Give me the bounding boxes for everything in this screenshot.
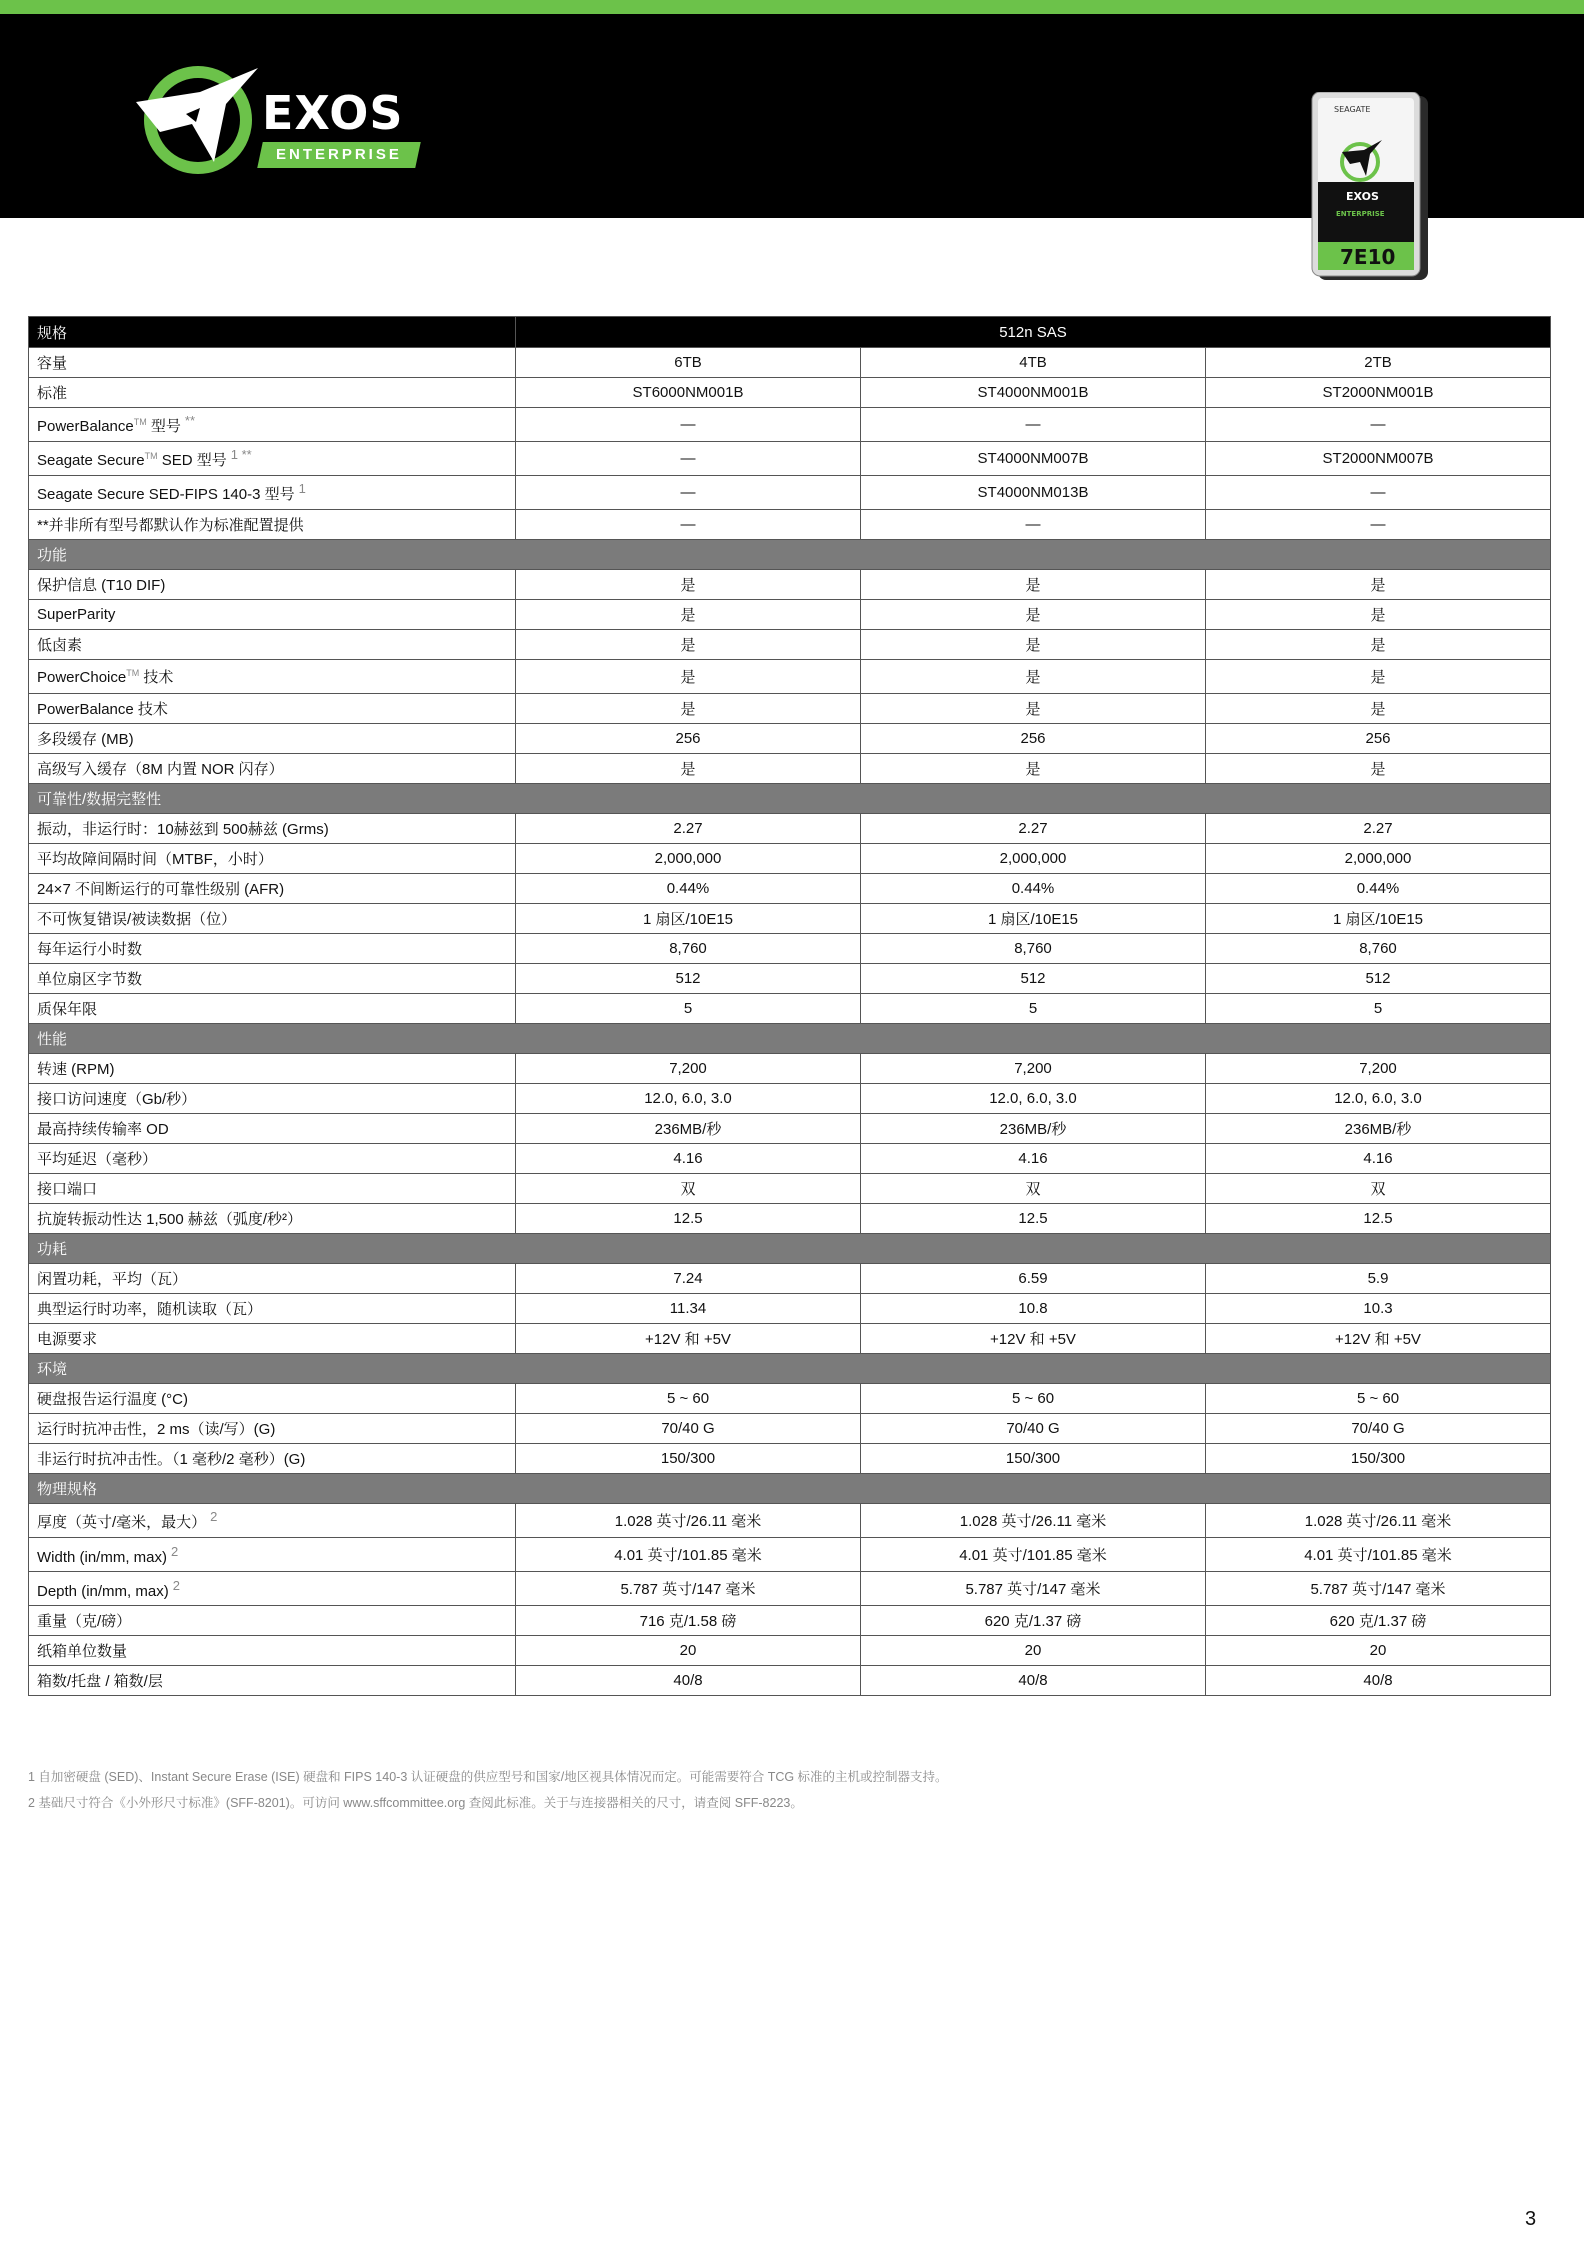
table-row xyxy=(29,1572,1551,1606)
row-label xyxy=(29,1084,516,1114)
table-row xyxy=(29,1114,1551,1144)
table-cell: 是 xyxy=(516,694,861,724)
top-accent-strip xyxy=(0,0,1584,14)
table-cell: 5.787 英寸/147 毫米 xyxy=(861,1572,1206,1606)
row-label-text: 电源要求 xyxy=(37,1331,98,1348)
row-label xyxy=(29,694,516,724)
table-cell: 256 xyxy=(861,724,1206,754)
row-label xyxy=(29,660,516,694)
drive-maker-text: SEAGATE xyxy=(1334,105,1371,114)
table-cell: 2.27 xyxy=(1206,814,1551,844)
table-cell: 0.44% xyxy=(861,874,1206,904)
table-cell: 2,000,000 xyxy=(516,844,861,874)
footnote-mark: 2 xyxy=(210,1509,218,1524)
table-cell: 10.3 xyxy=(1206,1294,1551,1324)
table-cell: 236MB/秒 xyxy=(1206,1114,1551,1144)
table-row xyxy=(29,510,1551,540)
footnote-2: 2 基础尺寸符合《小外形尺寸标准》(SFF-8201)。可访问 www.sffcommittee.org 查阅此标准。关于与连接器相关的尺寸，请查阅 SFF-8223。 xyxy=(28,1796,803,1810)
table-row xyxy=(29,1384,1551,1414)
row-label xyxy=(29,1538,516,1572)
table-cell: 12.5 xyxy=(861,1204,1206,1234)
table-cell: 12.0, 6.0, 3.0 xyxy=(1206,1084,1551,1114)
table-row xyxy=(29,1054,1551,1084)
table-cell: 2,000,000 xyxy=(861,844,1206,874)
table-row xyxy=(29,1538,1551,1572)
row-label xyxy=(29,754,516,784)
drive-tag-text: ENTERPRISE xyxy=(1336,210,1385,218)
table-cell: 1 扇区/10E15 xyxy=(861,904,1206,934)
table-cell: — xyxy=(516,476,861,510)
table-cell: 是 xyxy=(861,660,1206,694)
row-label-text: 重量（克/磅） xyxy=(37,1613,132,1630)
table-row xyxy=(29,1264,1551,1294)
row-label xyxy=(29,570,516,600)
row-label xyxy=(29,934,516,964)
footnote-mark: ** xyxy=(184,413,196,428)
table-row xyxy=(29,1606,1551,1636)
table-cell: 6.59 xyxy=(861,1264,1206,1294)
table-cell: 是 xyxy=(861,630,1206,660)
row-label-text: 质保年限 xyxy=(37,1001,98,1018)
row-label xyxy=(29,378,516,408)
row-label xyxy=(29,1174,516,1204)
row-label-text: Seagate Secure SED-FIPS 140-3 型号 xyxy=(37,486,295,503)
section-header-row xyxy=(29,1354,1551,1384)
row-label xyxy=(29,630,516,660)
logo-badge-text: ENTERPRISE xyxy=(276,146,402,163)
section-header-row xyxy=(29,1234,1551,1264)
section-header-row xyxy=(29,540,1551,570)
table-row xyxy=(29,630,1551,660)
section-header-row xyxy=(29,1024,1551,1054)
table-cell: — xyxy=(516,510,861,540)
table-cell: ST4000NM013B xyxy=(861,476,1206,510)
table-header-row xyxy=(29,317,1551,348)
row-label-text: 运行时抗冲击性，2 ms（读/写）(G) xyxy=(37,1421,276,1438)
footnote-mark: 2 xyxy=(172,1577,180,1593)
table-cell: ST4000NM007B xyxy=(861,442,1206,476)
row-label-text: 标准 xyxy=(37,385,68,402)
row-label-text: 低卤素 xyxy=(37,637,83,654)
table-cell: 256 xyxy=(1206,724,1551,754)
table-cell: 150/300 xyxy=(1206,1444,1551,1474)
table-cell: 512 xyxy=(516,964,861,994)
capacity-label: 容量 xyxy=(29,348,516,378)
table-cell: 0.44% xyxy=(1206,874,1551,904)
capacity-cell: 4TB xyxy=(861,348,1206,378)
table-row xyxy=(29,814,1551,844)
row-label-text: 厚度（英寸/毫米，最大） xyxy=(37,1514,207,1531)
table-row xyxy=(29,754,1551,784)
table-cell: 70/40 G xyxy=(1206,1414,1551,1444)
table-row xyxy=(29,844,1551,874)
table-cell: — xyxy=(861,408,1206,442)
table-row xyxy=(29,660,1551,694)
table-cell: 是 xyxy=(861,694,1206,724)
table-cell: — xyxy=(1206,408,1551,442)
table-cell: ST6000NM001B xyxy=(516,378,861,408)
table-cell: 1.028 英寸/26.11 毫米 xyxy=(1206,1504,1551,1538)
table-row xyxy=(29,570,1551,600)
table-cell: 双 xyxy=(516,1174,861,1204)
table-row xyxy=(29,694,1551,724)
logo-wordmark: EXOS xyxy=(262,86,404,140)
table-cell: 8,760 xyxy=(516,934,861,964)
row-label-suffix: 型号 xyxy=(146,418,181,435)
table-cell: 5.787 英寸/147 毫米 xyxy=(1206,1572,1551,1606)
table-cell: ST4000NM001B xyxy=(861,378,1206,408)
table-cell: 236MB/秒 xyxy=(516,1114,861,1144)
table-cell: 4.01 英寸/101.85 毫米 xyxy=(1206,1538,1551,1572)
drive-brand-text: EXOS xyxy=(1346,190,1379,203)
table-cell: 70/40 G xyxy=(861,1414,1206,1444)
table-cell: 是 xyxy=(516,630,861,660)
table-cell: 5 xyxy=(1206,994,1551,1024)
row-label xyxy=(29,1204,516,1234)
exos-emblem-icon xyxy=(130,62,260,182)
table-cell: 是 xyxy=(861,570,1206,600)
row-label-text: 平均故障间隔时间（MTBF，小时） xyxy=(37,851,273,868)
table-cell: 512 xyxy=(1206,964,1551,994)
row-label xyxy=(29,1414,516,1444)
table-header-label: 规格 xyxy=(29,317,516,348)
table-row xyxy=(29,600,1551,630)
row-label-text: 平均延迟（毫秒） xyxy=(37,1151,158,1168)
row-label xyxy=(29,814,516,844)
row-label-suffix: 技术 xyxy=(139,669,174,686)
table-row xyxy=(29,904,1551,934)
row-label xyxy=(29,1572,516,1606)
table-row xyxy=(29,1084,1551,1114)
row-label-text: 箱数/托盘 / 箱数/层 xyxy=(37,1673,163,1690)
section-title: 可靠性/数据完整性 xyxy=(29,784,1551,814)
row-label-text: 接口端口 xyxy=(37,1181,98,1198)
row-label xyxy=(29,904,516,934)
trademark-sup: TM xyxy=(133,417,147,427)
table-cell: 5 ~ 60 xyxy=(1206,1384,1551,1414)
table-cell: 是 xyxy=(861,754,1206,784)
row-label-text: SuperParity xyxy=(37,606,116,623)
row-label xyxy=(29,1666,516,1696)
table-row xyxy=(29,476,1551,510)
table-cell: 4.16 xyxy=(516,1144,861,1174)
table-cell: 12.5 xyxy=(516,1204,861,1234)
capacity-cell: 2TB xyxy=(1206,348,1551,378)
footnote-1: 1 自加密硬盘 (SED)、Instant Secure Erase (ISE) 硬盘和 FIPS 140-3 认证硬盘的供应型号和国家/地区视具体情况而定。可能需要符合 TCG 标准的主机或控制器支持。 xyxy=(28,1770,948,1784)
table-row xyxy=(29,724,1551,754)
table-cell: 是 xyxy=(1206,694,1551,724)
page-number: 3 xyxy=(1525,2208,1537,2230)
row-label-text: Width (in/mm, max) xyxy=(37,1548,168,1566)
table-cell: 5 ~ 60 xyxy=(861,1384,1206,1414)
table-row xyxy=(29,1414,1551,1444)
section-title: 环境 xyxy=(29,1354,1551,1384)
table-row xyxy=(29,934,1551,964)
section-title: 功耗 xyxy=(29,1234,1551,1264)
footnote-mark: 2 xyxy=(171,1543,179,1559)
table-row xyxy=(29,1504,1551,1538)
table-cell: 是 xyxy=(516,570,861,600)
table-cell: 20 xyxy=(516,1636,861,1666)
table-cell: 40/8 xyxy=(516,1666,861,1696)
table-cell: 是 xyxy=(516,754,861,784)
table-cell: 1.028 英寸/26.11 毫米 xyxy=(516,1504,861,1538)
table-row xyxy=(29,442,1551,476)
row-label-suffix: SED 型号 xyxy=(157,452,227,469)
row-label xyxy=(29,1144,516,1174)
section-title: 物理规格 xyxy=(29,1474,1551,1504)
table-cell: 是 xyxy=(1206,754,1551,784)
row-label xyxy=(29,1324,516,1354)
table-cell: 4.16 xyxy=(861,1144,1206,1174)
row-label-text: Seagate Secure xyxy=(37,452,145,469)
spec-table xyxy=(28,316,1551,1696)
row-label xyxy=(29,408,516,442)
table-cell: 5.9 xyxy=(1206,1264,1551,1294)
row-label-text: 接口访问速度（Gb/秒） xyxy=(37,1091,197,1108)
row-label-text: 非运行时抗冲击性。（1 毫秒/2 毫秒）(G) xyxy=(37,1451,306,1468)
table-cell: 620 克/1.37 磅 xyxy=(861,1606,1206,1636)
table-cell: 12.0, 6.0, 3.0 xyxy=(861,1084,1206,1114)
row-label-text: 多段缓存 (MB) xyxy=(37,731,134,748)
row-label xyxy=(29,1444,516,1474)
table-row xyxy=(29,874,1551,904)
table-cell: 1 扇区/10E15 xyxy=(1206,904,1551,934)
row-label-text: **并非所有型号都默认作为标准配置提供 xyxy=(37,517,304,534)
table-cell: 是 xyxy=(1206,630,1551,660)
table-cell: 0.44% xyxy=(516,874,861,904)
table-cell: 5.787 英寸/147 毫米 xyxy=(516,1572,861,1606)
table-cell: +12V 和 +5V xyxy=(861,1324,1206,1354)
table-cell: 150/300 xyxy=(516,1444,861,1474)
row-label xyxy=(29,844,516,874)
footnote-mark: 1 xyxy=(298,481,306,496)
table-cell: 8,760 xyxy=(1206,934,1551,964)
row-label-text: 保护信息 (T10 DIF) xyxy=(37,577,166,594)
table-cell: 512 xyxy=(861,964,1206,994)
table-cell: 2.27 xyxy=(861,814,1206,844)
table-row xyxy=(29,378,1551,408)
table-cell: 1.028 英寸/26.11 毫米 xyxy=(861,1504,1206,1538)
row-label xyxy=(29,476,516,510)
table-row xyxy=(29,1444,1551,1474)
table-cell: 5 xyxy=(516,994,861,1024)
table-cell: 716 克/1.58 磅 xyxy=(516,1606,861,1636)
table-cell: 12.0, 6.0, 3.0 xyxy=(516,1084,861,1114)
row-label-text: 纸箱单位数量 xyxy=(37,1643,128,1660)
table-cell: ST2000NM001B xyxy=(1206,378,1551,408)
table-cell: 双 xyxy=(861,1174,1206,1204)
row-label-text: 单位扇区字节数 xyxy=(37,971,143,988)
drive-product-image xyxy=(1308,92,1430,282)
footnote-mark: 1 ** xyxy=(230,447,252,462)
table-cell: 是 xyxy=(516,660,861,694)
row-label-text: 24×7 不间断运行的可靠性级别 (AFR) xyxy=(37,881,285,898)
table-row xyxy=(29,1294,1551,1324)
table-cell: — xyxy=(516,442,861,476)
table-cell: 7,200 xyxy=(1206,1054,1551,1084)
table-header-value: 512n SAS xyxy=(516,317,1551,348)
table-cell: 620 克/1.37 磅 xyxy=(1206,1606,1551,1636)
table-cell: 70/40 G xyxy=(516,1414,861,1444)
table-cell: 7,200 xyxy=(861,1054,1206,1084)
table-row xyxy=(29,964,1551,994)
row-label-text: PowerChoice xyxy=(37,669,127,686)
table-cell: +12V 和 +5V xyxy=(1206,1324,1551,1354)
row-label xyxy=(29,1384,516,1414)
page-header xyxy=(0,14,1584,269)
row-label-text: PowerBalance 技术 xyxy=(37,701,168,718)
table-cell: 256 xyxy=(516,724,861,754)
table-cell: — xyxy=(1206,510,1551,540)
section-header-row xyxy=(29,1474,1551,1504)
table-cell: 236MB/秒 xyxy=(861,1114,1206,1144)
row-label xyxy=(29,1606,516,1636)
row-label-text: 高级写入缓存（8M 内置 NOR 闪存） xyxy=(37,761,284,778)
table-cell: 7.24 xyxy=(516,1264,861,1294)
row-label-text: 转速 (RPM) xyxy=(37,1061,115,1078)
table-cell: 5 ~ 60 xyxy=(516,1384,861,1414)
row-label xyxy=(29,1264,516,1294)
row-label xyxy=(29,1636,516,1666)
table-cell: — xyxy=(1206,476,1551,510)
table-row xyxy=(29,1204,1551,1234)
table-cell: 是 xyxy=(1206,570,1551,600)
logo-badge xyxy=(257,142,421,168)
table-row xyxy=(29,1174,1551,1204)
table-cell: 150/300 xyxy=(861,1444,1206,1474)
row-label xyxy=(29,994,516,1024)
table-cell: 是 xyxy=(516,600,861,630)
row-label xyxy=(29,442,516,476)
capacity-cell: 6TB xyxy=(516,348,861,378)
table-row xyxy=(29,1144,1551,1174)
row-label xyxy=(29,510,516,540)
table-row xyxy=(29,994,1551,1024)
table-cell: 2.27 xyxy=(516,814,861,844)
table-cell: +12V 和 +5V xyxy=(516,1324,861,1354)
row-label xyxy=(29,1054,516,1084)
table-cell: 7,200 xyxy=(516,1054,861,1084)
table-cell: ST2000NM007B xyxy=(1206,442,1551,476)
row-label-text: 每年运行小时数 xyxy=(37,941,143,958)
row-label xyxy=(29,964,516,994)
table-cell: 11.34 xyxy=(516,1294,861,1324)
table-cell: 是 xyxy=(1206,660,1551,694)
table-row xyxy=(29,1666,1551,1696)
row-label xyxy=(29,600,516,630)
row-label xyxy=(29,1504,516,1538)
row-label-text: 不可恢复错误/被读数据（位） xyxy=(37,911,237,928)
row-label-text: Depth (in/mm, max) xyxy=(37,1582,169,1600)
table-cell: 40/8 xyxy=(861,1666,1206,1696)
drive-model-text: 7E10 xyxy=(1340,245,1396,269)
table-cell: 20 xyxy=(861,1636,1206,1666)
table-row xyxy=(29,1324,1551,1354)
table-cell: 12.5 xyxy=(1206,1204,1551,1234)
row-label xyxy=(29,874,516,904)
row-label-text: 最高持续传输率 OD xyxy=(37,1121,169,1138)
spec-table-body xyxy=(29,317,1551,1696)
row-label xyxy=(29,1114,516,1144)
table-cell: — xyxy=(516,408,861,442)
trademark-sup: TM xyxy=(126,668,140,678)
capacity-row xyxy=(29,348,1551,378)
row-label-text: PowerBalance xyxy=(37,418,134,435)
table-cell: 是 xyxy=(861,600,1206,630)
table-cell: 4.01 英寸/101.85 毫米 xyxy=(861,1538,1206,1572)
table-cell: 40/8 xyxy=(1206,1666,1551,1696)
row-label xyxy=(29,724,516,754)
table-cell: 5 xyxy=(861,994,1206,1024)
table-cell: 8,760 xyxy=(861,934,1206,964)
section-title: 功能 xyxy=(29,540,1551,570)
section-title: 性能 xyxy=(29,1024,1551,1054)
table-cell: — xyxy=(861,510,1206,540)
table-cell: 1 扇区/10E15 xyxy=(516,904,861,934)
table-cell: 4.01 英寸/101.85 毫米 xyxy=(516,1538,861,1572)
table-cell: 10.8 xyxy=(861,1294,1206,1324)
table-cell: 2,000,000 xyxy=(1206,844,1551,874)
row-label-text: 振动，非运行时：10赫兹到 500赫兹 (Grms) xyxy=(37,821,329,838)
section-header-row xyxy=(29,784,1551,814)
table-cell: 20 xyxy=(1206,1636,1551,1666)
row-label-text: 典型运行时功率，随机读取（瓦） xyxy=(37,1301,263,1318)
row-label xyxy=(29,1294,516,1324)
row-label-text: 闲置功耗，平均（瓦） xyxy=(37,1271,188,1288)
table-cell: 是 xyxy=(1206,600,1551,630)
table-row xyxy=(29,408,1551,442)
row-label-text: 硬盘报告运行温度 (°C) xyxy=(37,1391,188,1408)
footnotes xyxy=(28,1764,948,1816)
table-cell: 双 xyxy=(1206,1174,1551,1204)
trademark-sup: TM xyxy=(144,451,158,461)
row-label-text: 抗旋转振动性达 1,500 赫兹（弧度/秒²） xyxy=(37,1211,303,1228)
table-cell: 4.16 xyxy=(1206,1144,1551,1174)
exos-logo xyxy=(130,62,430,182)
table-row xyxy=(29,1636,1551,1666)
